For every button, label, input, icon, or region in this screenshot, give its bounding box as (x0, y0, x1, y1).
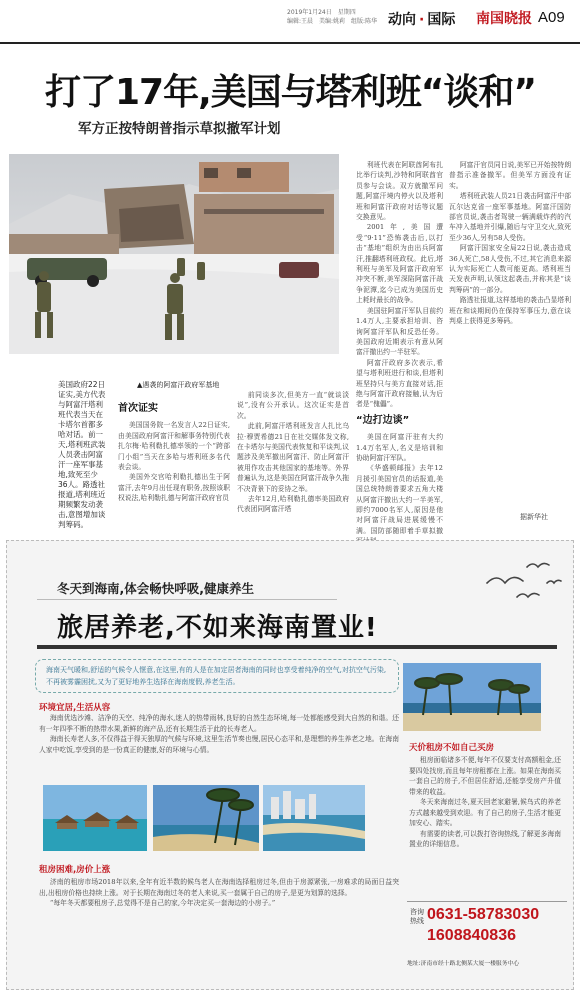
section-label-1: 动向 (388, 12, 416, 28)
ad-title: 旅居养老,不如来海南置业! (57, 613, 378, 643)
masthead-meta (287, 8, 377, 26)
main-headline: 打了17年,美国与塔利班“谈和” (45, 72, 537, 113)
paragraph: 阿富汗国家安全局22日说,袭击造成36人死亡,58人受伤,不过,其它消息来源认为实际死亡人数可能更高。塔利班当天发表声明,认领这起袭击,并称其是“谈判筹码”的一部分。 (449, 244, 571, 294)
sub-headline: 军方正按特朗普指示草拟撤军计划 (78, 121, 281, 137)
editor-credits: 编辑:王晨 美编:姚莉 组版:陈华 (287, 18, 378, 25)
paragraph: 美国国务院一名发言人22日证实,由美国政府阿富汗和解事务特别代表扎尔梅·哈利勒扎德率领的一个“跨部门小组”当天在多哈与塔利班多名代表会谈。 (118, 421, 230, 472)
paragraph: 此前,阿富汗塔利班发言人扎比乌拉·穆贾希德21日在社交媒体发文称,在卡塔尔与美国代表恢复和平谈判,议题涉及美军撤出阿富汗、防止阿富汗被用作攻击其他国家的基地等。外界普遍认为,这是美国在阿富汗战争久拖不决背景下的妥协之举。 (237, 422, 349, 493)
ad-body-rent (39, 877, 399, 975)
palm-coast-photo (153, 785, 259, 851)
contact-box (407, 901, 567, 977)
section-separator: · (419, 12, 425, 28)
hainan-real-estate-ad (6, 540, 574, 990)
paragraph: 塔利班武装人员21日袭击阿富汗中部瓦尔达克省一座军事基地。阿富汗国防部官员说,袭击者驾驶一辆满载炸药的汽车冲入基地并引爆,随后与守卫交火,致死至少36人,另有58人受伤。 (449, 192, 571, 242)
photo-credit: ▲遇袭的阿富汗政府军基地 (137, 381, 220, 389)
ad-subheading-rent: 租房困难,房价上涨 (39, 865, 111, 875)
section-label-2: 国际 (427, 12, 456, 28)
photo-caption: 美国政府22日证实,美方代表与阿富汗塔利班代表当天在卡塔尔首都多哈对话。前一天,塔利班武装人员袭击阿富汗一座军事基地,致死至少36人。路透社报道,塔利班近期频繁发动袭击,意图增加谈判筹码。 (58, 380, 106, 529)
section-name (388, 9, 455, 29)
section-title-first-confirmation: 首次证实 (118, 403, 158, 414)
phone-number-1[interactable]: 0631-58783030 (427, 906, 540, 923)
paragraph: 利班代表在阿联酋阿布扎比举行谈判,沙特和阿联酋官员参与会谈。双方就撤军问题,阿富汗境内停火以及塔利班和阿富汗政府对话等议题交换意见。 (356, 161, 443, 222)
paragraph: 阿富汗政府多次表示,希望与塔利班进行和谈,但塔利班坚持只与美方直接对话,拒绝与阿富汗政府接触,认为后者是“傀儡”。 (356, 358, 443, 409)
masthead (0, 0, 580, 44)
article-credit: 据新华社 (520, 513, 548, 521)
paragraph: 《华盛顿邮报》去年12月援引美国官员的话报道,美国总统特朗普要求五角大楼从阿富汗撤出大约一半美军,即约7000名军人,原因是他对阿富汗战局进展缓慢不满。国防部随即着手草拟撤 (356, 464, 443, 535)
paragraph: 去年12月,哈利勒扎德率美国政府代表团同阿富汗塔 (237, 495, 349, 514)
news-photo (9, 154, 339, 354)
page-number: A09 (538, 9, 565, 26)
overwater-hut-photo (43, 785, 147, 851)
article-column-3 (356, 160, 443, 535)
ad-intro-box: 海南天气暖和,舒适的气候令人惬意,在这里,有的人是在加定居者海南的同时也享受着纯净的空气,对抗空气污染,不再被雾霾困扰,又为了更好地养生选择在海南度假,养老生活。 (35, 659, 399, 693)
article-column-1 (118, 398, 230, 533)
ad-tagline: 冬天到海南,体会畅快呼吸,健康养生 (57, 581, 254, 596)
paragraph: 2001年,美国遭受“9·11”恐怖袭击后,以打击“基地”组织为由出兵阿富汗,推翻塔利班政权。此后,塔利班与美军及阿富汗政府军冲突不断,美军深陷阿富汗战争泥潭,迄今已成为美国历史上耗时最长的战争。 (356, 223, 443, 305)
ad-subheading-livable: 环境宜居,生活从容 (39, 703, 111, 713)
seagull-icon (477, 553, 567, 613)
paragraph: 济南的租房市场2018年以来,全年有近半数的候鸟老人在海南选择租房过冬,但由于房源紧张,一房难求的局面日益突出,出租房价格也持续上涨。对于长期在海南过冬的老人来说,买一套属于自己的房子,是更为划算的选择。 (39, 878, 399, 897)
paragraph: “每年冬天都要租房子,总觉得不是自己的家,今年决定买一套海边的小房子。” (49, 899, 276, 907)
paragraph: 有需要的读者,可以拨打咨询热线,了解更多海南置业的详细信息。 (409, 829, 561, 848)
paragraph: 美国驻阿富汗军队目前约1.4万人,主要承担培训、咨询阿富汗军队和反恐任务。美国政府近期表示有意从阿富汗撤出约一半驻军。 (356, 306, 443, 357)
ad-body-livable (39, 713, 399, 785)
address: 地址:济南市经十路北侧某大厦一楼服务中心 (407, 961, 520, 967)
contact-label: 咨询热线 (410, 908, 424, 925)
ad-subheading-buy: 天价租房不如自己买房 (409, 743, 495, 753)
phone-number-2[interactable]: 1608840836 (427, 927, 516, 944)
coastal-city-photo (263, 785, 365, 851)
divider (37, 599, 337, 600)
paragraph: 美国在阿富汗驻有大约1.4万名军人,名义是培训和协助阿富汗军队。 (356, 433, 443, 462)
issue-date: 2019年1月24日 星期四 (287, 9, 356, 16)
paragraph: 美国外交官哈利勒扎德出生于阿富汗,去年9月出任现有职务,按照该职权说法,哈利勒扎德与阿富汗政府官员 (118, 473, 230, 503)
article-column-2 (237, 390, 349, 514)
paragraph: 前同谈多次,但美方一直“就谈淡说”,没有公开承认。这次证实是首次。 (237, 391, 349, 420)
paragraph: 租房面临诸多不便,每年不仅要支付高额租金,还要四处找房,而且每年房租都在上涨。如果在海南买一套自己的房子,不但居住舒适,还能享受房产升值带来的收益。 (409, 756, 561, 796)
paragraph: 冬天来海南过冬,夏天回老家避暑,候鸟式的养老方式越来越受到欢迎。有了自己的房子,生活才能更加安心、踏实。 (409, 798, 561, 827)
divider (37, 645, 557, 649)
paragraph: 海南优选沙滩、洁净的天空、纯净的海水,迷人的热带雨林,良好的自然生态环境,每一处都能感受到大自然的和谐。还有一年四季不断的热带水果,新鲜的海产品,还有长期生活于此的长寿老人。 (39, 714, 399, 733)
article-column-4 (449, 160, 571, 508)
paragraph: 路透社报道,这样基地的袭击凸显塔利班在和谈期间仍在保持军事压力,意在谈判桌上获得更多筹码。 (449, 296, 571, 326)
ad-body-buy (409, 755, 561, 895)
newspaper-brand-logo: 南国晓报 (476, 11, 532, 27)
paragraph: 海南长寿老人多,不仅得益于得天独厚的气候与环境,这里生活节奏也慢,居民心态平和,是理想的养生养老之地。在海南人家中吃饭,享受到的是一份真正的健康,好的环境与心情。 (39, 735, 399, 754)
paragraph: 阿富汗官员同日说,美军已开始按特朗普指示准备撤军。但美军方面没有证实。 (449, 161, 571, 190)
palm-beach-photo (403, 663, 541, 731)
section-title-fight-and-talk: “边打边谈” (356, 414, 410, 426)
